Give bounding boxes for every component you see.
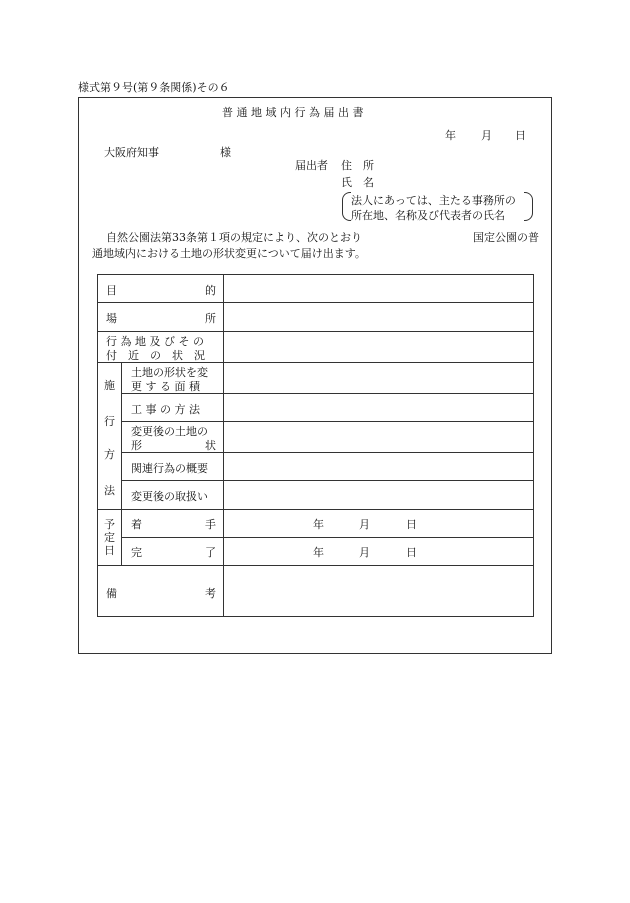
purpose-label-b: 的 [205, 284, 216, 297]
start-year: 年 [313, 518, 324, 531]
page-title: 普 通 地 域 内 行 為 届 出 書 [222, 106, 364, 119]
construction-label: 工 事 の 方 法 [131, 403, 200, 416]
addressee-name: 大阪府知事 [104, 146, 159, 159]
start-label-b: 手 [205, 518, 216, 531]
area-label-2: 更 す る 面 積 [131, 380, 200, 393]
end-month: 月 [359, 546, 370, 559]
corp-note-line1: 法人にあっては、主たる事務所の [351, 194, 516, 207]
after-shape-label-2b: 状 [205, 439, 216, 452]
after-shape-field[interactable] [224, 422, 533, 452]
method-label-1: 施 [104, 379, 115, 392]
body-text-line2: 通地域内における土地の形状変更について届け出ます。 [92, 247, 366, 260]
end-day: 日 [406, 546, 417, 559]
start-month: 月 [359, 518, 370, 531]
table-row-line [121, 537, 534, 538]
purpose-field[interactable] [224, 275, 533, 302]
surround-label-2: 付 近 の 状 況 [106, 349, 205, 362]
place-label-b: 所 [205, 312, 216, 325]
after-shape-label-1: 変更後の土地の [131, 425, 208, 438]
form-number: 様式第９号(第９条関係)その６ [78, 81, 230, 94]
corp-note-right-bracket [524, 192, 533, 221]
construction-field[interactable] [224, 394, 533, 421]
surround-label-1: 行 為 地 及 び そ の [106, 335, 204, 348]
end-label-a: 完 [131, 546, 142, 559]
date-year: 年 [445, 129, 456, 142]
notifier-label: 届出者 [295, 159, 328, 172]
end-year: 年 [313, 546, 324, 559]
corp-note-left-bracket [342, 192, 351, 221]
schedule-label-3: 日 [104, 544, 115, 557]
related-label: 関連行為の概要 [131, 462, 208, 475]
method-label-2: 行 [104, 415, 115, 428]
method-label-4: 法 [104, 484, 115, 497]
place-field[interactable] [224, 303, 533, 331]
start-label-a: 着 [131, 518, 142, 531]
purpose-label-a: 目 [106, 284, 117, 297]
date-month: 月 [481, 129, 492, 142]
end-label-b: 了 [205, 546, 216, 559]
area-label-1: 土地の形状を変 [131, 366, 208, 379]
start-day: 日 [406, 518, 417, 531]
table-row-line [97, 509, 534, 510]
area-field[interactable] [224, 363, 533, 393]
handling-label: 変更後の取扱い [131, 490, 208, 503]
notifier-name-label: 氏 名 [341, 176, 374, 189]
date-day: 日 [515, 129, 526, 142]
surround-field[interactable] [224, 332, 533, 362]
notifier-address-label: 住 所 [341, 159, 374, 172]
body-text-line1: 自然公園法第33条第１項の規定により、次のとおり [106, 231, 362, 244]
remarks-label-a: 備 [106, 587, 117, 600]
schedule-label-2: 定 [104, 531, 115, 544]
corp-note-line2: 所在地、名称及び代表者の氏名 [351, 209, 505, 222]
after-shape-label-2a: 形 [131, 439, 142, 452]
related-field[interactable] [224, 453, 533, 480]
body-text-park: 国定公園の普 [473, 231, 539, 244]
handling-field[interactable] [224, 481, 533, 509]
addressee-honorific: 様 [220, 146, 231, 159]
method-label-3: 方 [104, 448, 115, 461]
remarks-field[interactable] [224, 566, 533, 616]
schedule-label-1: 予 [104, 518, 115, 531]
place-label-a: 場 [106, 312, 117, 325]
remarks-label-b: 考 [205, 587, 216, 600]
